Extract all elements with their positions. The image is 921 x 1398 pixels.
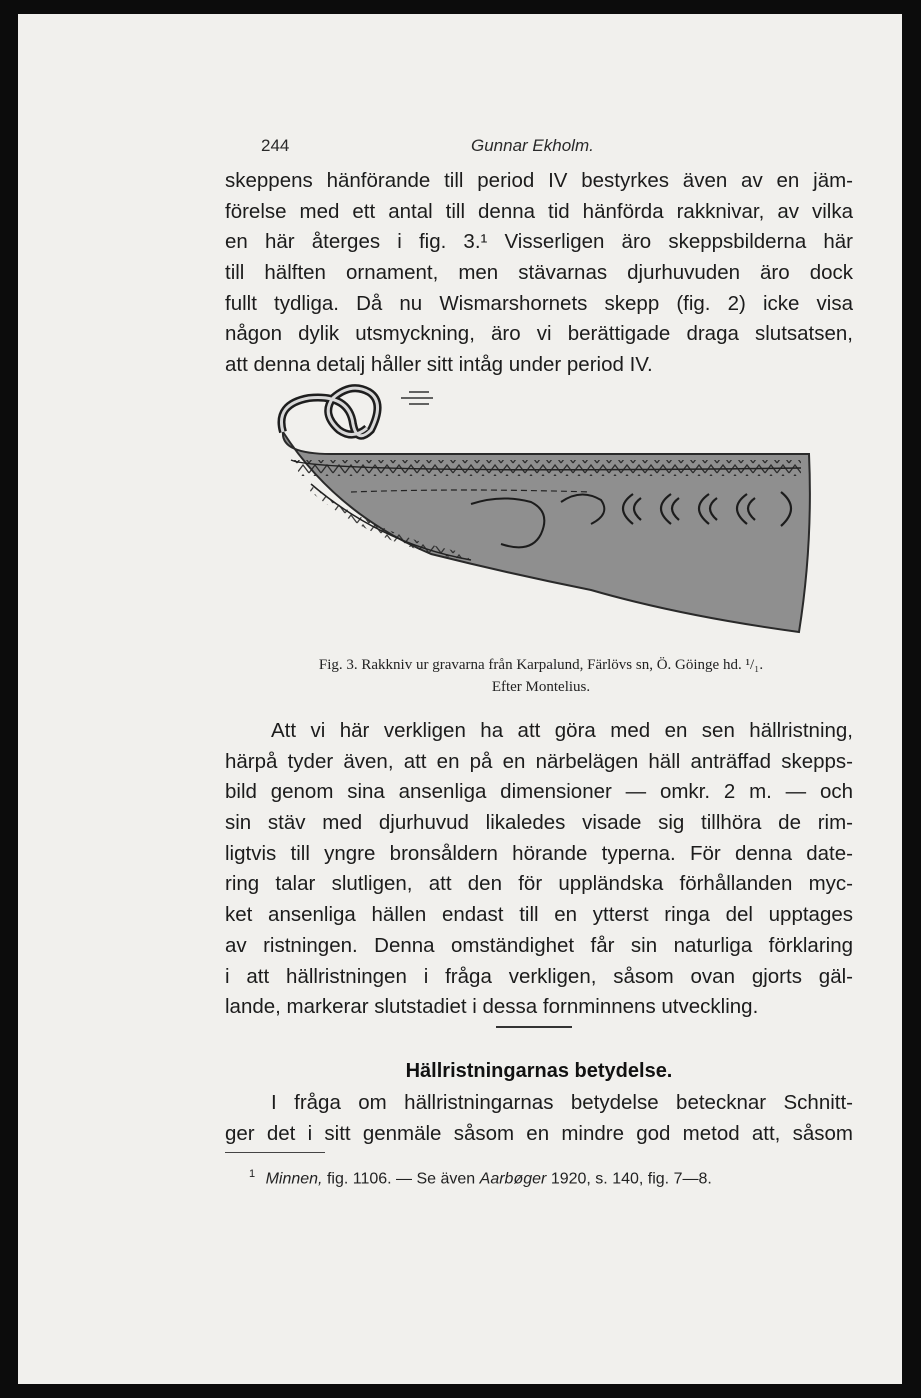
caption-line: Fig. 3. Rakkniv ur gravarna från Karpalund, Färlövs sn, Ö. Göinge hd. ¹/₁. [318,657,764,673]
footnote-ref: fig. 1106. — Se även [326,1170,476,1188]
footnote-ref: 1920, s. 140, fig. 7—8. [550,1170,712,1188]
text-line: bild genom sina ansenliga dimensioner — omkr. 2 m. — och [225,780,853,804]
text-line: ger det i sitt genmäle såsom en mindre god metod att, såsom [225,1121,853,1145]
paragraph-1 [225,166,853,381]
figure-caption [228,654,854,698]
running-header-author: Gunnar Ekholm. [471,136,594,155]
footnote-journal: Aarbøger [479,1170,547,1188]
text-line: någon dylik utsmyckning, äro vi berättigade draga slutsatsen, [225,322,853,346]
text-line: att denna detalj håller sitt intåg under period IV. [225,353,653,377]
text-line: en här återges i fig. 3.¹ Visserligen äro skeppsbilderna här [225,230,853,254]
text-line: lande, markerar slutstadiet i dessa fornminnens utveckling. [225,995,759,1019]
text-line: i att hällristningen i fråga verkligen, såsom ovan gjorts gäl- [225,964,853,988]
paragraph-3 [225,1088,853,1149]
text-line: fullt tydliga. Då nu Wismarshornets skepp (fig. 2) icke visa [225,291,853,315]
razor-knife-illustration [261,384,821,646]
text-line: Att vi här verkligen ha att göra med en sen hällristning, [271,719,853,742]
text-line: ligtvis till yngre bronsåldern hörande typerna. För denna date- [225,841,853,865]
page-number: 244 [261,136,290,155]
footnote [225,1168,853,1188]
running-header [261,136,851,158]
text-line: I fråga om hällristningarnas betydelse betecknar Schnitt- [271,1091,853,1114]
text-line: förelse med ett antal till denna tid hänförda rakknivar, av vilka [225,199,853,223]
caption-credit: Efter Montelius. [491,679,591,695]
text-line: härpå tyder även, att en på en närbelägen häll anträffad skepps- [225,749,853,773]
text-line: skeppens hänförande till period IV bestyrkes även av en jäm- [225,169,853,192]
paragraph-2 [225,716,853,1023]
section-divider [496,1026,572,1028]
footnote-divider [225,1152,325,1153]
text-line: till hälften ornament, men stävarnas djurhuvuden äro dock [225,261,853,285]
section-heading: Hällristningarnas betydelse. [405,1060,673,1082]
footnote-source: Minnen, [265,1170,323,1188]
footnote-marker: 1 [249,1168,256,1180]
book-page [18,14,902,1384]
text-line: sin stäv med djurhuvud likaledes visade sig tillhöra de rim- [225,811,853,835]
text-line: ket ansenliga hällen endast till en ytterst ringa del upptages [225,903,853,927]
text-line: ring talar slutligen, att den för uppländska förhållanden myc- [225,872,853,896]
text-line: av ristningen. Denna omständighet får sin naturliga förklaring [225,933,853,957]
